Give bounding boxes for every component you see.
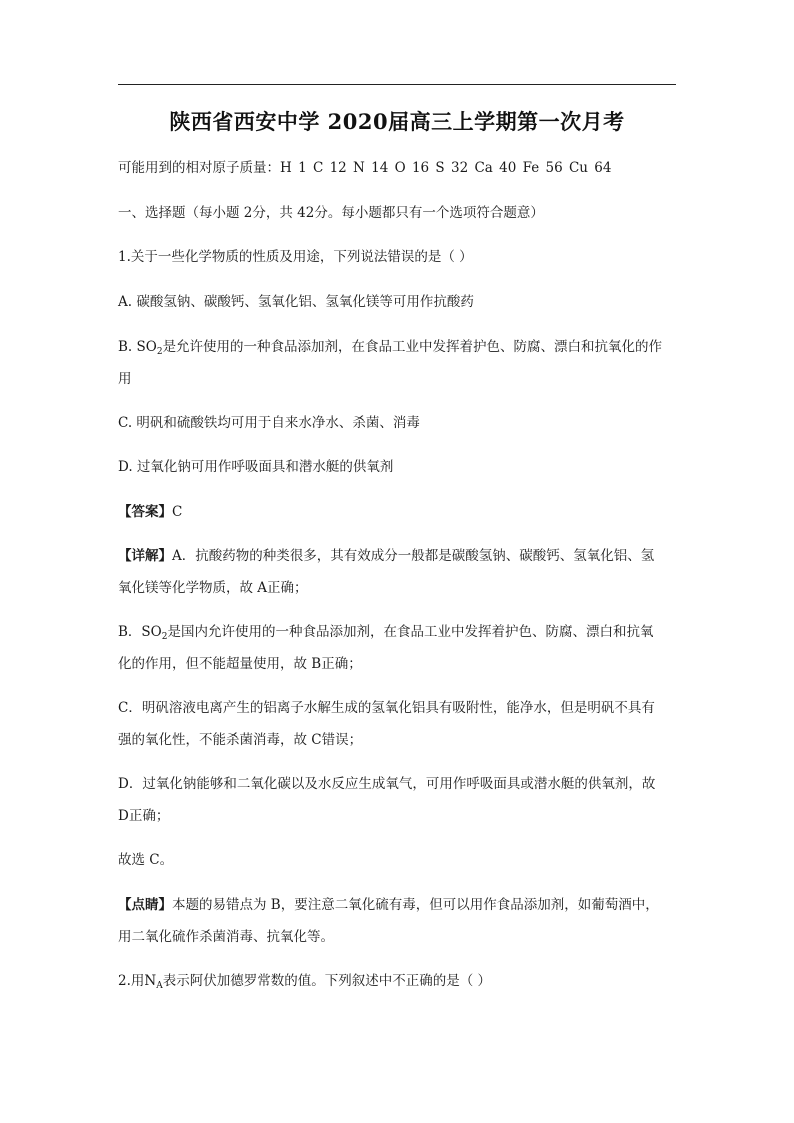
explanation-b-line1 [118, 619, 680, 650]
tip-line1 [118, 892, 680, 918]
explanation-b-line2: 化的作用，但不能超量使用，故 B正确； [118, 656, 362, 672]
answer-value: C [172, 504, 183, 520]
tip-text: 本题的易错点为 B，要注意二氧化硫有毒，但可以用作食品添加剂，如葡萄酒中， [172, 897, 659, 913]
explanation-d-line1: D．过氧化钠能够和二氧化碳以及水反应生成氧气，可用作呼吸面具或潜水艇的供氧剂，故 [118, 776, 656, 792]
question-1-option-b-continued: 用 [118, 371, 132, 387]
explanation-label: 【详解】 [118, 548, 172, 564]
tip-label: 【点睛】 [118, 897, 172, 913]
question-2-stem [118, 968, 680, 999]
explanation-b-text: 是国内允许使用的一种食品添加剂，在食品工业中发挥着护色、防腐、漂白和抗氧 [167, 624, 654, 640]
atomic-mass-line: 可能用到的相对原子质量：H 1 C 12 N 14 O 16 S 32 Ca 40 Fe 56 Cu 64 [118, 160, 612, 176]
tip-line2: 用二氧化硫作杀菌消毒、抗氧化等。 [118, 929, 334, 945]
question-2-text: 表示阿伏加德罗常数的值。下列叙述中不正确的是（ ） [162, 973, 491, 989]
question-1-stem: 1.关于一些化学物质的性质及用途，下列说法错误的是（ ） [118, 249, 473, 265]
question-1-option-a: A. 碳酸氢钠、碳酸钙、氢氧化铝、氢氧化镁等可用作抗酸药 [118, 294, 474, 310]
explanation-c-line2: 强的氧化性，不能杀菌消毒，故 C错误； [118, 732, 363, 748]
section-header: 一、选择题（每小题 2分，共 42分。每小题都只有一个选项符合题意） [118, 205, 544, 221]
answer-label: 【答案】 [118, 504, 172, 520]
answer-line [118, 499, 680, 525]
question-1-option-b [118, 334, 680, 365]
option-b-prefix: B. SO [118, 339, 157, 355]
question-1-option-c: C. 明矾和硫酸铁均可用于自来水净水、杀菌、消毒 [118, 415, 420, 431]
explanation-c-line1: C．明矾溶液电离产生的铝离子水解生成的氢氧化铝具有吸附性，能净水，但是明矾不具有 [118, 700, 655, 716]
explanation-a-text: A．抗酸药物的种类很多，其有效成分一般都是碳酸氢钠、碳酸钙、氢氧化铝、氢 [172, 548, 655, 564]
explanation-a-line2: 氧化镁等化学物质，故 A正确； [118, 580, 308, 596]
page-title: 陕西省西安中学 2020届高三上学期第一次月考 [169, 109, 625, 134]
conclusion-line: 故选 C。 [118, 852, 174, 868]
question-1-option-d: D. 过氧化钠可用作呼吸面具和潜水艇的供氧剂 [118, 459, 394, 475]
option-b-text: 是允许使用的一种食品添加剂，在食品工业中发挥着护色、防腐、漂白和抗氧化的作 [162, 339, 663, 355]
option-b-subscript: 2 [156, 347, 163, 357]
explanation-b-subscript: 2 [161, 632, 168, 642]
explanation-b-prefix: B．SO [118, 624, 162, 640]
question-2-subscript: A [156, 981, 163, 991]
header-rule [118, 84, 676, 85]
explanation-d-line2: D正确； [118, 808, 170, 824]
explanation-a-line1 [118, 543, 680, 569]
question-2-prefix: 2.用N [118, 973, 157, 989]
